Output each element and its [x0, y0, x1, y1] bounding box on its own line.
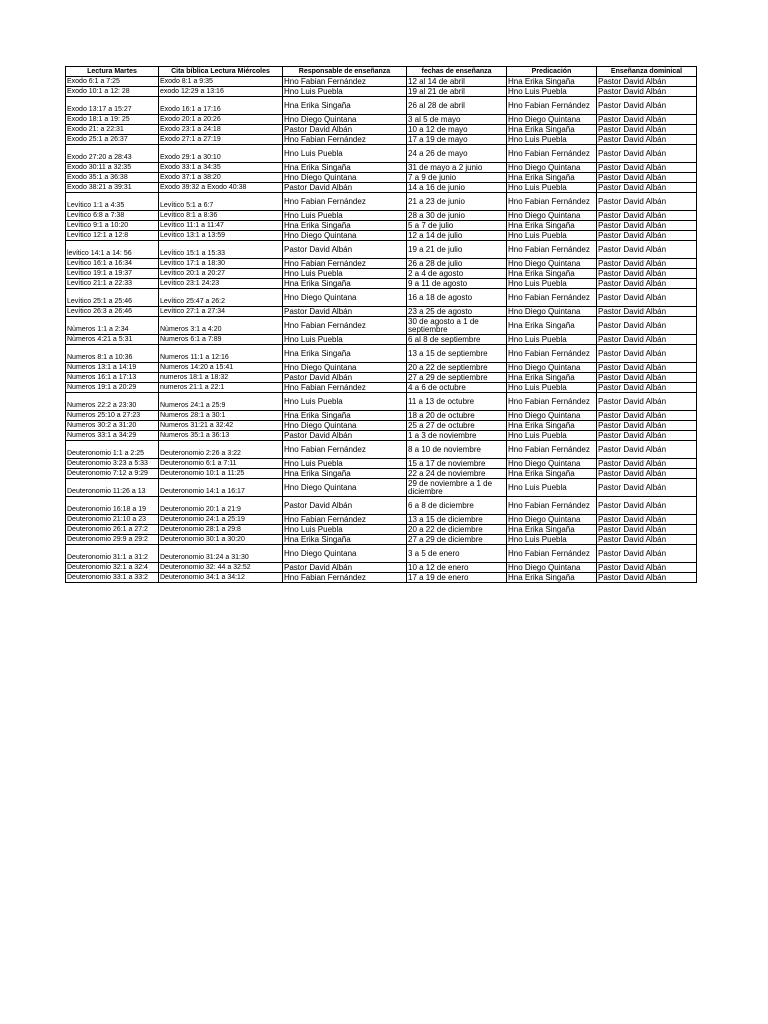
- table-row: [66, 193, 697, 211]
- table-row: [66, 363, 697, 373]
- table-row: [66, 145, 697, 163]
- table-row: [66, 279, 697, 289]
- predicacion-cell: Hno Luis Puebla: [507, 335, 597, 345]
- responsable-cell: Hno Fabian Fernández: [283, 383, 407, 393]
- header-lectura-martes: Lectura Martes: [66, 67, 159, 77]
- table-row: [66, 115, 697, 125]
- responsable-cell: Hno Diego Quintana: [283, 289, 407, 307]
- cita-miercoles-cell: Levítico 15:1 a 15:33: [159, 241, 283, 259]
- table-row: [66, 373, 697, 383]
- fechas-cell: 1 a 3 de noviembre: [407, 431, 507, 441]
- fechas-cell: 24 a 26 de mayo: [407, 145, 507, 163]
- responsable-cell: Hno Diego Quintana: [283, 231, 407, 241]
- cita-miercoles-cell: Nùmeros 3:1 a 4:20: [159, 317, 283, 335]
- predicacion-cell: Hna Erika Singaña: [507, 421, 597, 431]
- responsable-cell: Hno Luis Puebla: [283, 393, 407, 411]
- lectura-martes-cell: Deuteronomio 11:26 a 13: [66, 479, 159, 497]
- table-row: [66, 479, 697, 497]
- predicacion-cell: Hno Luis Puebla: [507, 135, 597, 145]
- lectura-martes-cell: Numeros 19:1 a 20:29: [66, 383, 159, 393]
- table-row: [66, 431, 697, 441]
- lectura-martes-cell: Numeros 33:1 a 34:29: [66, 431, 159, 441]
- ensenanza-dominical-cell: Pastor David Albán: [597, 97, 697, 115]
- predicacion-cell: Hno Luis Puebla: [507, 535, 597, 545]
- ensenanza-dominical-cell: Pastor David Albán: [597, 77, 697, 87]
- fechas-cell: 3 al 5 de mayo: [407, 115, 507, 125]
- lectura-martes-cell: Numeros 16:1 a 17:13: [66, 373, 159, 383]
- ensenanza-dominical-cell: Pastor David Albán: [597, 231, 697, 241]
- lectura-martes-cell: Deuteronomio 7:12 a 9:29: [66, 469, 159, 479]
- responsable-cell: Hno Diego Quintana: [283, 545, 407, 563]
- ensenanza-dominical-cell: Pastor David Albán: [597, 183, 697, 193]
- ensenanza-dominical-cell: Pastor David Albán: [597, 383, 697, 393]
- ensenanza-dominical-cell: Pastor David Albán: [597, 173, 697, 183]
- predicacion-cell: Hno Diego Quintana: [507, 259, 597, 269]
- responsable-cell: Hno Luis Puebla: [283, 335, 407, 345]
- cita-miercoles-cell: Deuteronomio 14:1 a 16:17: [159, 479, 283, 497]
- fechas-cell: 23 a 25 de agosto: [407, 307, 507, 317]
- cita-miercoles-cell: Deuteronomio 30:1 a 30:20: [159, 535, 283, 545]
- responsable-cell: Hna Erika Singaña: [283, 345, 407, 363]
- fechas-cell: 31 de mayo a 2 junio: [407, 163, 507, 173]
- responsable-cell: Hno Fabian Fernández: [283, 317, 407, 335]
- responsable-cell: Hna Erika Singaña: [283, 535, 407, 545]
- cita-miercoles-cell: Numeros 28:1 a 30:1: [159, 411, 283, 421]
- table-row: [66, 289, 697, 307]
- lectura-martes-cell: Levítico 1:1 a 4:35: [66, 193, 159, 211]
- predicacion-cell: Hno Luis Puebla: [507, 279, 597, 289]
- cita-miercoles-cell: Levítico 25:47 a 26:2: [159, 289, 283, 307]
- table-row: [66, 563, 697, 573]
- fechas-cell: 16 a 18 de agosto: [407, 289, 507, 307]
- cita-miercoles-cell: exodo 12:29 a 13:16: [159, 87, 283, 97]
- responsable-cell: Hna Erika Singaña: [283, 163, 407, 173]
- lectura-martes-cell: Numeros 25:10 a 27:23: [66, 411, 159, 421]
- predicacion-cell: Hna Erika Singaña: [507, 269, 597, 279]
- table-row: [66, 573, 697, 583]
- table-row: [66, 345, 697, 363]
- fechas-cell: 19 al 21 de abril: [407, 87, 507, 97]
- predicacion-cell: Hna Erika Singaña: [507, 317, 597, 335]
- fechas-cell: 22 a 24 de noviembre: [407, 469, 507, 479]
- cita-miercoles-cell: Levítico 17:1 a 18:30: [159, 259, 283, 269]
- table-row: [66, 87, 697, 97]
- header-ensenanza-dominical: Enseñanza dominical: [597, 67, 697, 77]
- ensenanza-dominical-cell: Pastor David Albán: [597, 335, 697, 345]
- lectura-martes-cell: Levítico 12:1 a 12:8: [66, 231, 159, 241]
- table-row: [66, 173, 697, 183]
- lectura-martes-cell: Nùmeros 1:1 a 2:34: [66, 317, 159, 335]
- fechas-cell: 7 a 9 de junio: [407, 173, 507, 183]
- ensenanza-dominical-cell: Pastor David Albán: [597, 269, 697, 279]
- ensenanza-dominical-cell: Pastor David Albán: [597, 421, 697, 431]
- predicacion-cell: Hno Fabian Fernández: [507, 145, 597, 163]
- fechas-cell: 14 a 16 de junio: [407, 183, 507, 193]
- fechas-cell: 20 a 22 de septiembre: [407, 363, 507, 373]
- cita-miercoles-cell: Numeros 6:1 a 7:89: [159, 335, 283, 345]
- cita-miercoles-cell: Deuteronomio 20:1 a 21:9: [159, 497, 283, 515]
- ensenanza-dominical-cell: Pastor David Albán: [597, 515, 697, 525]
- predicacion-cell: Hno Luis Puebla: [507, 479, 597, 497]
- cita-miercoles-cell: Deuteronomio 31:24 a 31:30: [159, 545, 283, 563]
- responsable-cell: Hno Diego Quintana: [283, 479, 407, 497]
- predicacion-cell: Hna Erika Singaña: [507, 173, 597, 183]
- ensenanza-dominical-cell: Pastor David Albán: [597, 431, 697, 441]
- ensenanza-dominical-cell: Pastor David Albán: [597, 363, 697, 373]
- lectura-martes-cell: Exodo 21: a 22:31: [66, 125, 159, 135]
- ensenanza-dominical-cell: Pastor David Albán: [597, 193, 697, 211]
- lectura-martes-cell: Levítico 16:1 a 16:34: [66, 259, 159, 269]
- fechas-cell: 17 a 19 de mayo: [407, 135, 507, 145]
- lectura-martes-cell: Exodo 30:11 a 32:35: [66, 163, 159, 173]
- lectura-martes-cell: Exodo 18:1 a 19: 25: [66, 115, 159, 125]
- predicacion-cell: Hno Diego Quintana: [507, 459, 597, 469]
- predicacion-cell: Hno Luis Puebla: [507, 183, 597, 193]
- predicacion-cell: Hno Diego Quintana: [507, 163, 597, 173]
- lectura-martes-cell: Deuteronomio 31:1 a 31:2: [66, 545, 159, 563]
- cita-miercoles-cell: Numeros 11:1 a 12:16: [159, 345, 283, 363]
- ensenanza-dominical-cell: Pastor David Albán: [597, 221, 697, 231]
- cita-miercoles-cell: Deuteronomio 2:26 a 3:22: [159, 441, 283, 459]
- cita-miercoles-cell: Exodo 37:1 a 38:20: [159, 173, 283, 183]
- predicacion-cell: Hno Fabian Fernández: [507, 545, 597, 563]
- predicacion-cell: Hna Erika Singaña: [507, 469, 597, 479]
- cita-miercoles-cell: Levítico 23:1 24:23: [159, 279, 283, 289]
- predicacion-cell: Hna Erika Singaña: [507, 373, 597, 383]
- cita-miercoles-cell: Deuteronomio 24:1 a 25:19: [159, 515, 283, 525]
- responsable-cell: Hno Luis Puebla: [283, 87, 407, 97]
- lectura-martes-cell: Numeros 8:1 a 10:36: [66, 345, 159, 363]
- cita-miercoles-cell: Numeros 31:21 a 32:42: [159, 421, 283, 431]
- fechas-cell: 30 de agosto a 1 de septiembre: [407, 317, 507, 335]
- table-row: [66, 421, 697, 431]
- fechas-cell: 27 a 29 de diciembre: [407, 535, 507, 545]
- responsable-cell: Hno Luis Puebla: [283, 459, 407, 469]
- cita-miercoles-cell: Exodo 8:1 a 9:35: [159, 77, 283, 87]
- predicacion-cell: Hno Diego Quintana: [507, 211, 597, 221]
- lectura-martes-cell: Levítico 19:1 a 19:37: [66, 269, 159, 279]
- fechas-cell: 9 a 11 de agosto: [407, 279, 507, 289]
- lectura-martes-cell: Exodo 38:21 a 39:31: [66, 183, 159, 193]
- fechas-cell: 6 al 8 de septiembre: [407, 335, 507, 345]
- schedule-sheet: [65, 66, 696, 583]
- fechas-cell: 25 a 27 de octubre: [407, 421, 507, 431]
- ensenanza-dominical-cell: Pastor David Albán: [597, 241, 697, 259]
- predicacion-cell: Hno Diego Quintana: [507, 307, 597, 317]
- lectura-martes-cell: Exodo 10:1 a 12: 28: [66, 87, 159, 97]
- cita-miercoles-cell: numeros 21:1 a 22:1: [159, 383, 283, 393]
- header-row: [66, 67, 697, 77]
- reading-schedule-table: [65, 66, 697, 583]
- responsable-cell: Pastor David Albán: [283, 125, 407, 135]
- lectura-martes-cell: Exodo 13:17 a 15:27: [66, 97, 159, 115]
- fechas-cell: 13 a 15 de diciembre: [407, 515, 507, 525]
- predicacion-cell: Hna Erika Singaña: [507, 221, 597, 231]
- lectura-martes-cell: Levítico 26:3 a 26:46: [66, 307, 159, 317]
- cita-miercoles-cell: numeros 18:1 a 18:32: [159, 373, 283, 383]
- cita-miercoles-cell: Exodo 20:1 a 20:26: [159, 115, 283, 125]
- header-cita-miercoles: Cita bíblica Lectura Miércoles: [159, 67, 283, 77]
- lectura-martes-cell: Levítico 21:1 a 22:33: [66, 279, 159, 289]
- responsable-cell: Hno Luis Puebla: [283, 145, 407, 163]
- ensenanza-dominical-cell: Pastor David Albán: [597, 115, 697, 125]
- ensenanza-dominical-cell: Pastor David Albán: [597, 373, 697, 383]
- cita-miercoles-cell: Exodo 16:1 a 17:16: [159, 97, 283, 115]
- header-predicacion: Predicación: [507, 67, 597, 77]
- responsable-cell: Hno Luis Puebla: [283, 211, 407, 221]
- fechas-cell: 4 a 6 de octubre: [407, 383, 507, 393]
- lectura-martes-cell: Exodo 27:20 a 28:43: [66, 145, 159, 163]
- cita-miercoles-cell: Exodo 39:32 a Exodo 40:38: [159, 183, 283, 193]
- table-row: [66, 77, 697, 87]
- ensenanza-dominical-cell: Pastor David Albán: [597, 441, 697, 459]
- predicacion-cell: Hno Diego Quintana: [507, 411, 597, 421]
- lectura-martes-cell: Numeros 30:2 a 31:20: [66, 421, 159, 431]
- table-row: [66, 393, 697, 411]
- table-row: [66, 317, 697, 335]
- table-row: [66, 497, 697, 515]
- lectura-martes-cell: Exodo 6:1 a 7:25: [66, 77, 159, 87]
- responsable-cell: Pastor David Albán: [283, 241, 407, 259]
- responsable-cell: Hno Diego Quintana: [283, 115, 407, 125]
- lectura-martes-cell: Deuteronomio 26:1 a 27:2: [66, 525, 159, 535]
- cita-miercoles-cell: Levítico 8:1 a 8:36: [159, 211, 283, 221]
- predicacion-cell: Hno Luis Puebla: [507, 87, 597, 97]
- ensenanza-dominical-cell: Pastor David Albán: [597, 393, 697, 411]
- ensenanza-dominical-cell: Pastor David Albán: [597, 145, 697, 163]
- table-row: [66, 335, 697, 345]
- ensenanza-dominical-cell: Pastor David Albán: [597, 345, 697, 363]
- table-row: [66, 163, 697, 173]
- ensenanza-dominical-cell: Pastor David Albán: [597, 497, 697, 515]
- predicacion-cell: Hna Erika Singaña: [507, 573, 597, 583]
- table-row: [66, 535, 697, 545]
- table-row: [66, 383, 697, 393]
- predicacion-cell: Hno Luis Puebla: [507, 231, 597, 241]
- lectura-martes-cell: Deuteronomio 32:1 a 32:4: [66, 563, 159, 573]
- ensenanza-dominical-cell: Pastor David Albán: [597, 469, 697, 479]
- responsable-cell: Hno Luis Puebla: [283, 525, 407, 535]
- ensenanza-dominical-cell: Pastor David Albán: [597, 573, 697, 583]
- cita-miercoles-cell: Exodo 29:1 a 30:10: [159, 145, 283, 163]
- table-row: [66, 545, 697, 563]
- cita-miercoles-cell: Deuteronomio 6:1 a 7:11: [159, 459, 283, 469]
- lectura-martes-cell: levítico 14:1 a 14: 56: [66, 241, 159, 259]
- predicacion-cell: Hna Erika Singaña: [507, 525, 597, 535]
- ensenanza-dominical-cell: Pastor David Albán: [597, 411, 697, 421]
- fechas-cell: 11 a 13 de octubre: [407, 393, 507, 411]
- predicacion-cell: Hno Fabian Fernández: [507, 193, 597, 211]
- predicacion-cell: Hna Erika Singaña: [507, 125, 597, 135]
- fechas-cell: 2 a 4 de agosto: [407, 269, 507, 279]
- cita-miercoles-cell: Exodo 23:1 a 24:18: [159, 125, 283, 135]
- table-row: [66, 459, 697, 469]
- lectura-martes-cell: Deuteronomio 21:10 a 23: [66, 515, 159, 525]
- fechas-cell: 8 a 10 de noviembre: [407, 441, 507, 459]
- table-row: [66, 441, 697, 459]
- predicacion-cell: Hno Fabian Fernández: [507, 289, 597, 307]
- cita-miercoles-cell: Numeros 35:1 a 36:13: [159, 431, 283, 441]
- table-row: [66, 307, 697, 317]
- cita-miercoles-cell: Levítico 11:1 a 11:47: [159, 221, 283, 231]
- responsable-cell: Pastor David Albán: [283, 497, 407, 515]
- responsable-cell: Pastor David Albán: [283, 431, 407, 441]
- table-row: [66, 259, 697, 269]
- responsable-cell: Pastor David Albán: [283, 373, 407, 383]
- table-row: [66, 231, 697, 241]
- responsable-cell: Hno Fabian Fernández: [283, 135, 407, 145]
- fechas-cell: 15 a 17 de noviembre: [407, 459, 507, 469]
- predicacion-cell: Hno Fabian Fernández: [507, 241, 597, 259]
- cita-miercoles-cell: Deuteronomio 32: 44 a 32:52: [159, 563, 283, 573]
- fechas-cell: 28 a 30 de junio: [407, 211, 507, 221]
- fechas-cell: 10 a 12 de mayo: [407, 125, 507, 135]
- ensenanza-dominical-cell: Pastor David Albán: [597, 317, 697, 335]
- responsable-cell: Hno Fabian Fernández: [283, 515, 407, 525]
- fechas-cell: 18 a 20 de octubre: [407, 411, 507, 421]
- table-row: [66, 221, 697, 231]
- responsable-cell: Hno Diego Quintana: [283, 363, 407, 373]
- responsable-cell: Pastor David Albán: [283, 563, 407, 573]
- cita-miercoles-cell: Numeros 24:1 a 25:9: [159, 393, 283, 411]
- ensenanza-dominical-cell: Pastor David Albán: [597, 125, 697, 135]
- ensenanza-dominical-cell: Pastor David Albán: [597, 289, 697, 307]
- fechas-cell: 5 a 7 de julio: [407, 221, 507, 231]
- predicacion-cell: Hno Fabian Fernández: [507, 497, 597, 515]
- predicacion-cell: Hno Fabian Fernández: [507, 97, 597, 115]
- responsable-cell: Hno Luis Puebla: [283, 269, 407, 279]
- table-row: [66, 515, 697, 525]
- responsable-cell: Hno Fabian Fernández: [283, 441, 407, 459]
- lectura-martes-cell: Levítico 25:1 a 25:46: [66, 289, 159, 307]
- lectura-martes-cell: Deuteronomio 16:18 a 19: [66, 497, 159, 515]
- predicacion-cell: Hno Fabian Fernández: [507, 393, 597, 411]
- predicacion-cell: Hno Diego Quintana: [507, 115, 597, 125]
- ensenanza-dominical-cell: Pastor David Albán: [597, 459, 697, 469]
- cita-miercoles-cell: Levítico 20:1 a 20:27: [159, 269, 283, 279]
- responsable-cell: Hno Fabian Fernández: [283, 573, 407, 583]
- lectura-martes-cell: Deuteronomio 3:23 a 5:33: [66, 459, 159, 469]
- fechas-cell: 29 de noviembre a 1 de diciembre: [407, 479, 507, 497]
- ensenanza-dominical-cell: Pastor David Albán: [597, 259, 697, 269]
- ensenanza-dominical-cell: Pastor David Albán: [597, 479, 697, 497]
- table-row: [66, 183, 697, 193]
- predicacion-cell: Hno Diego Quintana: [507, 515, 597, 525]
- predicacion-cell: Hno Fabian Fernández: [507, 441, 597, 459]
- ensenanza-dominical-cell: Pastor David Albán: [597, 279, 697, 289]
- responsable-cell: Hno Fabian Fernández: [283, 77, 407, 87]
- cita-miercoles-cell: Numeros 14:20 a 15:41: [159, 363, 283, 373]
- table-body: [66, 77, 697, 583]
- lectura-martes-cell: Deuteronomio 1:1 a 2:25: [66, 441, 159, 459]
- lectura-martes-cell: Levítico 6:8 a 7:38: [66, 211, 159, 221]
- lectura-martes-cell: Exodo 35:1 a 36:38: [66, 173, 159, 183]
- fechas-cell: 27 a 29 de septiembre: [407, 373, 507, 383]
- responsable-cell: Hna Erika Singaña: [283, 97, 407, 115]
- table-row: [66, 469, 697, 479]
- cita-miercoles-cell: Deuteronomio 28:1 a 29:8: [159, 525, 283, 535]
- responsable-cell: Hna Erika Singaña: [283, 221, 407, 231]
- table-row: [66, 211, 697, 221]
- fechas-cell: 10 a 12 de enero: [407, 563, 507, 573]
- table-row: [66, 411, 697, 421]
- ensenanza-dominical-cell: Pastor David Albán: [597, 87, 697, 97]
- fechas-cell: 20 a 22 de diciembre: [407, 525, 507, 535]
- responsable-cell: Pastor David Albán: [283, 183, 407, 193]
- predicacion-cell: Hno Fabian Fernández: [507, 345, 597, 363]
- lectura-martes-cell: Deuteronomio 29:9 a 29:2: [66, 535, 159, 545]
- ensenanza-dominical-cell: Pastor David Albán: [597, 135, 697, 145]
- responsable-cell: Hna Erika Singaña: [283, 279, 407, 289]
- ensenanza-dominical-cell: Pastor David Albán: [597, 535, 697, 545]
- cita-miercoles-cell: Exodo 27:1 a 27:19: [159, 135, 283, 145]
- cita-miercoles-cell: Levítico 27:1 a 27:34: [159, 307, 283, 317]
- table-row: [66, 135, 697, 145]
- fechas-cell: 26 al 28 de abril: [407, 97, 507, 115]
- responsable-cell: Hno Diego Quintana: [283, 173, 407, 183]
- fechas-cell: 17 a 19 de enero: [407, 573, 507, 583]
- predicacion-cell: Hno Luis Puebla: [507, 431, 597, 441]
- fechas-cell: 19 a 21 de julio: [407, 241, 507, 259]
- table-row: [66, 269, 697, 279]
- ensenanza-dominical-cell: Pastor David Albán: [597, 163, 697, 173]
- table-row: [66, 241, 697, 259]
- responsable-cell: Hno Fabian Fernández: [283, 259, 407, 269]
- table-row: [66, 125, 697, 135]
- ensenanza-dominical-cell: Pastor David Albán: [597, 307, 697, 317]
- fechas-cell: 12 al 14 de abril: [407, 77, 507, 87]
- fechas-cell: 3 a 5 de enero: [407, 545, 507, 563]
- ensenanza-dominical-cell: Pastor David Albán: [597, 563, 697, 573]
- responsable-cell: Hna Erika Singaña: [283, 411, 407, 421]
- lectura-martes-cell: Levítico 9:1 a 10:20: [66, 221, 159, 231]
- predicacion-cell: Hna Erika Singaña: [507, 77, 597, 87]
- predicacion-cell: Hno Diego Quintana: [507, 363, 597, 373]
- fechas-cell: 12 a 14 de julio: [407, 231, 507, 241]
- responsable-cell: Hno Fabian Fernández: [283, 193, 407, 211]
- fechas-cell: 21 a 23 de junio: [407, 193, 507, 211]
- fechas-cell: 6 a 8 de diciembre: [407, 497, 507, 515]
- ensenanza-dominical-cell: Pastor David Albán: [597, 545, 697, 563]
- ensenanza-dominical-cell: Pastor David Albán: [597, 211, 697, 221]
- table-row: [66, 97, 697, 115]
- cita-miercoles-cell: Levítico 5:1 a 6:7: [159, 193, 283, 211]
- lectura-martes-cell: Deuteronomio 33:1 a 33:2: [66, 573, 159, 583]
- table-row: [66, 525, 697, 535]
- cita-miercoles-cell: Levítico 13:1 a 13:59: [159, 231, 283, 241]
- cita-miercoles-cell: Deuteronomio 34:1 a 34:12: [159, 573, 283, 583]
- fechas-cell: 26 a 28 de julio: [407, 259, 507, 269]
- header-fechas: fechas de enseñanza: [407, 67, 507, 77]
- cita-miercoles-cell: Deuteronomio 10:1 a 11:25: [159, 469, 283, 479]
- cita-miercoles-cell: Exodo 33:1 a 34:35: [159, 163, 283, 173]
- fechas-cell: 13 a 15 de septiembre: [407, 345, 507, 363]
- header-responsable: Responsable de enseñanza: [283, 67, 407, 77]
- predicacion-cell: Hno Diego Quintana: [507, 563, 597, 573]
- lectura-martes-cell: Exodo 25:1 a 26:37: [66, 135, 159, 145]
- lectura-martes-cell: Nùmeros 4:21 a 5:31: [66, 335, 159, 345]
- responsable-cell: Hno Diego Quintana: [283, 421, 407, 431]
- ensenanza-dominical-cell: Pastor David Albán: [597, 525, 697, 535]
- responsable-cell: Pastor David Albán: [283, 307, 407, 317]
- lectura-martes-cell: Numeros 22:2 a 23:30: [66, 393, 159, 411]
- responsable-cell: Hna Erika Singaña: [283, 469, 407, 479]
- predicacion-cell: Hno Luis Puebla: [507, 383, 597, 393]
- lectura-martes-cell: Numeros 13:1 a 14:19: [66, 363, 159, 373]
